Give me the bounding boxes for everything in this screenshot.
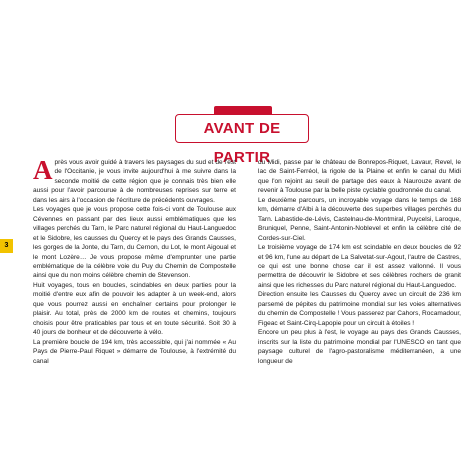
- drop-cap: A: [33, 155, 53, 185]
- page-heading: AVANT DE PARTIR: [203, 120, 281, 166]
- paragraph: [33, 155, 236, 205]
- paragraph: Huit voyages, tous en boucles, scindables en deux parties pour la moitié d'entre eux afin de pouvoir les adapter à un week-end, alors que vous pourrez aussi en enchaîner certains pour prolonger le plaisir. Au total, près de 2000 km de routes et chemins, toujours choisis pour être praticables par tous et en toute sécurité. Soit 30 à 40 jours de bonheur et de découverte à vélo.: [33, 281, 236, 337]
- paragraph: La première boucle de 194 km, très accessible, qui j'ai nommée « Au Pays de Pierre-Paul Riquet » démarre de Toulouse, à l'extrémité du canal: [33, 338, 236, 365]
- paragraph: Le troisième voyage de 174 km est scindable en deux boucles de 92 et 96 km, l'une au départ de La Salvetat-sur-Agout, l'autre de Castres, ce qui est une bonne chose car il est assez vallonné. Il vous permettra de découvrir le Sidobre et ses célèbres rochers de granit ainsi que les richesses du Parc naturel régional du Haut-Languedoc.: [258, 244, 461, 289]
- paragraph: du Midi, passe par le château de Bonrepos-Riquet, Lavaur, Revel, le lac de Saint-Ferréol, la rigole de la Plaine et enfin le canal du Midi que l'on rejoint au seuil de partage des eaux à Naurouze avant de revenir à Toulouse par la belle piste cyclable goudronnée du canal.: [258, 159, 461, 195]
- text-column-right: [258, 158, 461, 366]
- page-number: 3: [4, 242, 9, 249]
- paragraph: Le deuxième parcours, un incroyable voyage dans le temps de 168 km, démarre d'Albi à la découverte des superbes villages perchés du Tarn. Labastide-de-Lévis, Castelnau-de-Montmiral, Puycelsi, Laroque, Bruniquel, Penne, Saint-Antonin-Noblevel et enfin la célèbre cité de Cordes-sur-Ciel.: [258, 196, 461, 242]
- paragraph: Encore un peu plus à l'est, le voyage au pays des Grands Causses, inscrits sur la liste du patrimoine mondial par l'UNESCO en tant que paysage culturel de l'agro-pastoralisme méditerranéen, a une longueur de: [258, 329, 461, 365]
- text-column-left: [33, 155, 236, 366]
- paragraph-text: près vous avoir guidé à travers les paysages du sud et de l'est de l'Occitanie, je vous invite aujourd'hui à me suivre dans la seconde moitié de cette région que je connais très bien elle aussi pour l'avoir parcourue à de nombreuses reprises sur terre et dans les airs à l'occasion de l'écriture de précédents ouvrages.: [33, 159, 236, 204]
- paragraph: Direction ensuite les Causses du Quercy avec un circuit de 236 km parsemé de pépites du patrimoine mondial sur les voies alternatives du chemin de Compostelle ! Vous passerez par Cahors, Rocamadour, Figeac et Saint-Cirq-Lapopie pour un circuit à étoiles !: [258, 291, 461, 327]
- paragraph: Les voyages que je vous propose cette fois-ci vont de Toulouse aux Cévennes en passant par des lieux aussi emblématiques que les villages perchés du Tarn, le Parc naturel régional du Haut-Languedoc et le Sidobre, les causses du Quercy et le pays des Grands Causses, les gorges de la Jonte, du Tarn, du Cernon, du Lot, le mont Aigoual et le mont Lozère… Je vous propose même d'emprunter une partie emblématique de la célèbre voie du Puy du Chemin de Compostelle ainsi que du non moins célèbre chemin de Stevenson.: [33, 206, 236, 280]
